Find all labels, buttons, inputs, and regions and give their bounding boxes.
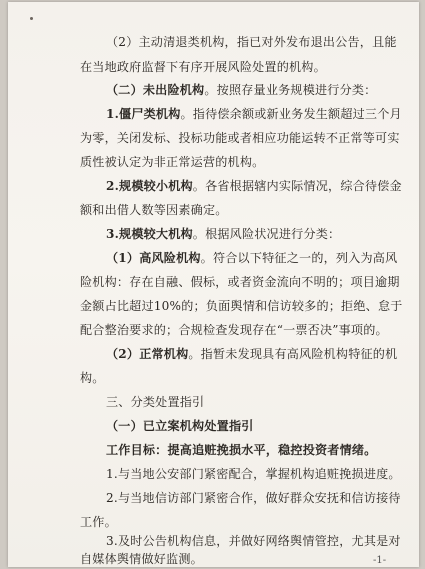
text-run: 自媒体舆情做好监测。 xyxy=(80,552,203,566)
text-run: 1.与当地公安部门紧密配合，掌握机构追赃挽损进度。 xyxy=(106,467,401,481)
text-run: 3.及时公告机构信息，并做好网络舆情管控，尤其是对 xyxy=(106,534,401,548)
paragraph-line xyxy=(80,551,203,567)
text-run: 。指待偿余额或新业务发生额超过三个月 xyxy=(180,107,402,121)
paragraph-line xyxy=(106,250,397,266)
text-run: 。符合以下特征之一的，列入为高风 xyxy=(200,251,398,265)
section-heading-line xyxy=(106,394,204,410)
text-run: 为零，关闭发标、投标功能或者相应功能运转不正常等可实 xyxy=(80,131,400,145)
bold-text-run: 提高追赃挽损水平，稳控投资者情绪。 xyxy=(167,443,377,457)
scan-speck xyxy=(30,17,33,20)
text-run: 额和出借人数等因素确定。 xyxy=(80,203,228,217)
text-run: 质性被认定为非正常运营的机构。 xyxy=(80,155,265,169)
bold-text-run: （1）高风险机构 xyxy=(106,251,201,265)
paragraph-line xyxy=(80,154,264,170)
paragraph-line xyxy=(106,34,397,50)
paragraph-line xyxy=(80,202,228,218)
paragraph-line xyxy=(106,466,401,482)
paragraph-line xyxy=(80,514,117,530)
bold-text-run: （一）已立案机构处置指引 xyxy=(106,419,254,433)
text-run: 。根据风险状况进行分类： xyxy=(192,227,341,241)
document-page xyxy=(8,2,419,567)
page-number: -1- xyxy=(373,555,387,566)
paragraph-line xyxy=(80,322,388,338)
text-run: 金额占比超过10%的；负面舆情和信访较多的；拒绝、怠于 xyxy=(80,299,403,313)
text-run: （2）主动清退类机构，指已对外发布退出公告，且能 xyxy=(106,35,397,49)
paragraph-line xyxy=(106,533,401,549)
paragraph-line xyxy=(106,442,376,458)
paragraph-line xyxy=(80,274,400,290)
text-run: 配合整治要求的；合规检查发现存在“一票否决”事项的。 xyxy=(80,323,388,337)
paragraph-line xyxy=(80,370,105,386)
text-run: 。指暂未发现具有高风险机构特征的机 xyxy=(188,347,398,361)
page-content xyxy=(8,2,419,567)
paragraph-line xyxy=(106,106,402,122)
paragraph-line xyxy=(106,226,340,242)
paragraph-line xyxy=(106,178,402,194)
paragraph-line xyxy=(80,130,400,146)
bold-text-run: 3.规模较大机构 xyxy=(106,227,193,241)
text-run: 2.与当地信访部门紧密合作，做好群众安抚和信访接待 xyxy=(106,491,401,505)
paragraph-line xyxy=(106,490,401,506)
paragraph-line xyxy=(80,59,326,75)
text-run: 险机构：存在自融、假标，或者资金流向不明的；项目逾期 xyxy=(80,275,400,289)
text-run: 工作。 xyxy=(80,515,117,529)
bold-text-run: 1.僵尸类机构 xyxy=(106,107,181,121)
bold-text-run: （二）未出险机构 xyxy=(106,83,205,97)
bold-text-run: 工作目标： xyxy=(106,443,168,457)
bold-text-run: （2）正常机构 xyxy=(106,347,189,361)
text-run: 。按照存量业务规模进行分类： xyxy=(204,83,377,97)
text-run: 三、分类处置指引 xyxy=(106,395,205,409)
subsection-heading-line xyxy=(106,418,254,434)
bold-text-run: 2.规模较小机构 xyxy=(106,179,193,193)
text-run: 构。 xyxy=(80,371,105,385)
text-run: 在当地政府监督下有序开展风险处置的机构。 xyxy=(80,60,326,74)
paragraph-line xyxy=(106,346,397,362)
section-heading-line xyxy=(106,82,376,98)
paragraph-line xyxy=(80,298,403,314)
text-run: 。各省根据辖内实际情况，综合待偿金 xyxy=(192,179,402,193)
